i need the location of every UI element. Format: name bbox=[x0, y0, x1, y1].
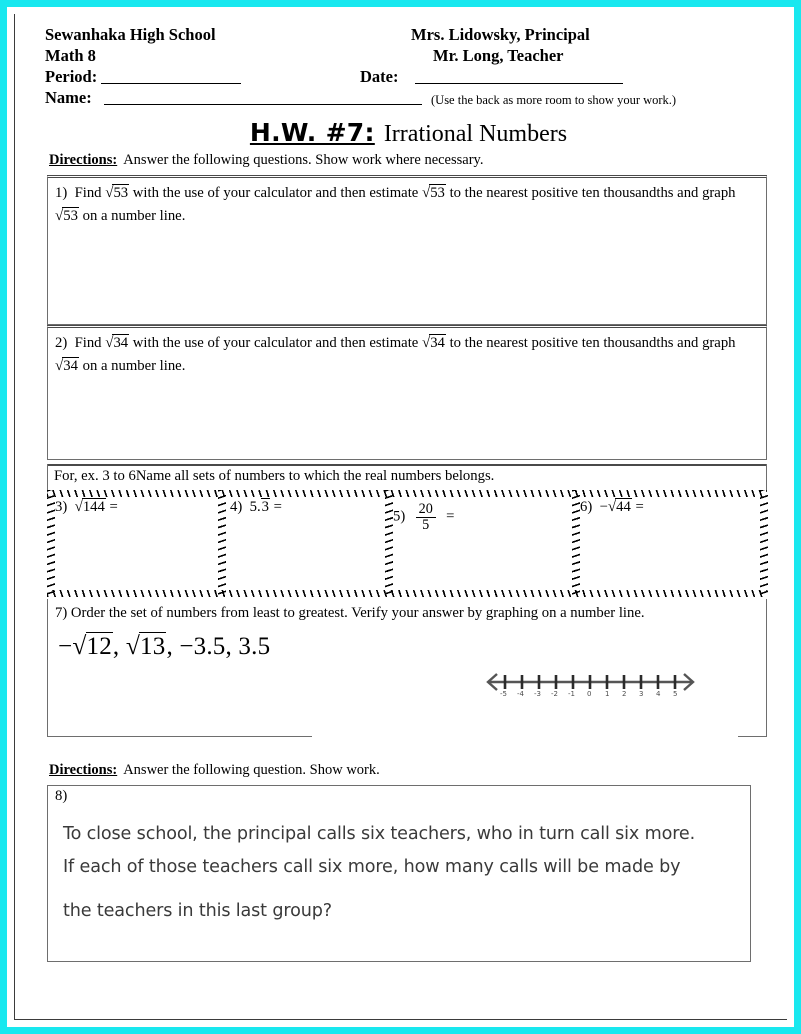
q1-part-a: Find bbox=[74, 185, 102, 201]
question-7-right-edge bbox=[766, 599, 767, 736]
number-line[interactable] bbox=[483, 669, 698, 714]
q1-part-e: on a number line. bbox=[82, 208, 186, 224]
question-7-expression bbox=[58, 631, 270, 661]
number-line-tick-label: 3 bbox=[639, 690, 644, 698]
number-line-tick-label: 0 bbox=[587, 690, 592, 698]
q5-equals: = bbox=[446, 508, 455, 525]
q2-part-e: on a number line. bbox=[82, 358, 186, 374]
q1-radicand-1: 53 bbox=[113, 185, 129, 201]
q7-number-2: 3.5 bbox=[238, 633, 271, 660]
header-row-3 bbox=[45, 66, 770, 87]
q1-part-b: with the use of your calculator and then estimate bbox=[132, 185, 419, 201]
q7-radical-2: √13 bbox=[125, 631, 166, 660]
q1-radical-3: √53 bbox=[55, 208, 78, 224]
q8-line-gap bbox=[63, 884, 763, 895]
dash-divider-3-4 bbox=[218, 490, 226, 595]
q2-radicand-2: 34 bbox=[430, 335, 445, 351]
q3-radical: √144 bbox=[74, 499, 105, 515]
q5-fraction bbox=[416, 502, 436, 534]
dash-border-bottom bbox=[47, 590, 767, 597]
section-36-top-rule bbox=[47, 464, 767, 466]
q4-number: 4) bbox=[230, 499, 243, 515]
q2-radicand-3: 34 bbox=[63, 358, 78, 374]
principal-name: Mrs. Lidowsky, Principal bbox=[411, 25, 590, 44]
q8-number: 8) bbox=[55, 788, 68, 804]
q1-radicand-2: 53 bbox=[430, 185, 445, 201]
period-input-line[interactable] bbox=[101, 66, 241, 84]
question-8-box[interactable] bbox=[47, 785, 751, 962]
question-1-box[interactable] bbox=[47, 175, 767, 325]
q7-prompt: Order the set of numbers from least to greatest. Verify your answer by graphing on a number line. bbox=[70, 605, 645, 621]
directions-bottom bbox=[49, 762, 380, 779]
section-36-left-edge bbox=[47, 464, 48, 492]
q7-radical-1: √12 bbox=[72, 631, 112, 660]
number-line-labels bbox=[483, 690, 698, 702]
header-row-2 bbox=[45, 45, 770, 66]
date-input-line[interactable] bbox=[415, 66, 623, 84]
q1-part-c: to the nearest positive ten thousandths and bbox=[449, 185, 699, 201]
q2-part-b: with the use of your calculator and then estimate bbox=[132, 335, 419, 351]
q2-part-c: to the nearest positive ten thousandths and bbox=[449, 335, 699, 351]
number-line-tick-label: -1 bbox=[568, 690, 575, 698]
worksheet-content bbox=[15, 14, 801, 1034]
number-line-tick-label: 5 bbox=[673, 690, 678, 698]
question-5[interactable] bbox=[393, 502, 454, 534]
q4-repeating-digit: 3 bbox=[261, 499, 269, 515]
q4-equals: = bbox=[273, 499, 282, 515]
q7-comma-3: , bbox=[225, 633, 239, 660]
q6-radical: √44 bbox=[607, 499, 631, 515]
q3-number: 3) bbox=[55, 499, 68, 515]
question-8-text bbox=[63, 818, 763, 928]
name-input-line[interactable] bbox=[104, 87, 422, 105]
number-line-tick-label: 4 bbox=[656, 690, 661, 698]
q1-part-d: graph bbox=[702, 185, 736, 201]
back-of-page-note: (Use the back as more room to show your work.) bbox=[431, 93, 677, 107]
q2-radicand-1: 34 bbox=[113, 335, 129, 351]
q1-radicand-3: 53 bbox=[63, 208, 78, 224]
q7-comma-2: , bbox=[166, 633, 180, 660]
q5-number: 5) bbox=[393, 508, 406, 525]
q7-minus-2: − bbox=[179, 633, 194, 660]
directions-text: Answer the following question. Show work. bbox=[123, 762, 380, 778]
q6-equals: = bbox=[635, 499, 644, 515]
homework-number: H.W. #7: bbox=[249, 118, 375, 147]
q7-minus-1: − bbox=[58, 633, 73, 660]
q1-number: 1) bbox=[55, 185, 68, 201]
q8-line-2: If each of those teachers call six more, how many calls will be made by bbox=[63, 857, 681, 877]
number-line-tick-label: 1 bbox=[605, 690, 610, 698]
homework-topic: Irrational Numbers bbox=[383, 121, 568, 147]
school-name: Sewanhaka High School bbox=[45, 25, 216, 44]
q8-line-1: To close school, the principal calls six teachers, who in turn call six more. bbox=[63, 824, 696, 844]
q2-radical-2: √34 bbox=[421, 335, 445, 351]
course-name: Math 8 bbox=[45, 46, 96, 65]
dash-border-left bbox=[47, 490, 55, 595]
question-7-bottom-rule-right bbox=[738, 736, 767, 737]
number-line-tick-label: -5 bbox=[500, 690, 507, 698]
directions-top bbox=[49, 152, 483, 169]
question-7-text bbox=[55, 605, 645, 622]
q7-number-1: 3.5 bbox=[193, 633, 226, 660]
q7-number: 7) bbox=[55, 605, 68, 621]
dash-divider-4-5 bbox=[385, 490, 393, 595]
q6-minus: − bbox=[599, 499, 608, 515]
q7-radicand-2: 13 bbox=[140, 633, 166, 660]
q1-radical-2: √53 bbox=[421, 185, 445, 201]
number-line-tick-label: 2 bbox=[622, 690, 627, 698]
dash-border-top bbox=[47, 490, 767, 497]
q6-number: 6) bbox=[580, 499, 593, 515]
question-2-text bbox=[48, 328, 766, 378]
q7-comma-1: , bbox=[112, 633, 126, 660]
q8-line-3: the teachers in this last group? bbox=[63, 901, 332, 921]
q5-numerator: 20 bbox=[416, 502, 436, 518]
header-row-1 bbox=[45, 24, 770, 45]
question-6[interactable] bbox=[580, 499, 644, 516]
teacher-name: Mr. Long, Teacher bbox=[433, 46, 564, 65]
directions-text: Answer the following questions. Show work where necessary. bbox=[123, 152, 484, 168]
header-row-4 bbox=[45, 87, 770, 108]
dash-divider-5-6 bbox=[572, 490, 580, 595]
q3-equals: = bbox=[109, 499, 118, 515]
directions-label: Directions: bbox=[49, 762, 118, 778]
worksheet-header bbox=[45, 24, 770, 108]
question-7-left-edge bbox=[47, 599, 48, 736]
page-title bbox=[15, 118, 801, 148]
q2-part-d: graph bbox=[702, 335, 736, 351]
q4-value: 5. bbox=[249, 499, 261, 515]
q2-number: 2) bbox=[55, 335, 68, 351]
q3-radicand: 144 bbox=[82, 499, 105, 515]
q6-radicand: 44 bbox=[616, 499, 631, 515]
dash-border-right bbox=[760, 490, 768, 595]
page-inner-frame bbox=[14, 14, 787, 1020]
number-line-tick-label: -2 bbox=[551, 690, 558, 698]
q2-radical-3: √34 bbox=[55, 358, 78, 374]
q1-radical-1: √53 bbox=[105, 185, 129, 201]
q2-radical-1: √34 bbox=[105, 335, 129, 351]
directions-label: Directions: bbox=[49, 152, 118, 168]
number-line-tick-label: -4 bbox=[517, 690, 524, 698]
q7-radicand-1: 12 bbox=[86, 633, 112, 660]
question-7-bottom-rule-left bbox=[47, 736, 312, 737]
name-label: Name: bbox=[45, 88, 92, 107]
number-line-svg bbox=[483, 669, 698, 709]
number-line-tick-label: -3 bbox=[534, 690, 541, 698]
section-36-instruction: For, ex. 3 to 6Name all sets of numbers to which the real numbers belongs. bbox=[54, 468, 495, 484]
question-3[interactable] bbox=[55, 499, 118, 516]
question-4[interactable] bbox=[230, 499, 282, 516]
question-2-box[interactable] bbox=[47, 325, 767, 460]
q2-part-a: Find bbox=[74, 335, 102, 351]
period-label: Period: bbox=[45, 67, 98, 86]
question-1-text bbox=[48, 178, 766, 228]
section-36-right-edge bbox=[766, 464, 767, 492]
date-label: Date: bbox=[360, 67, 399, 86]
q5-denominator: 5 bbox=[422, 517, 430, 534]
